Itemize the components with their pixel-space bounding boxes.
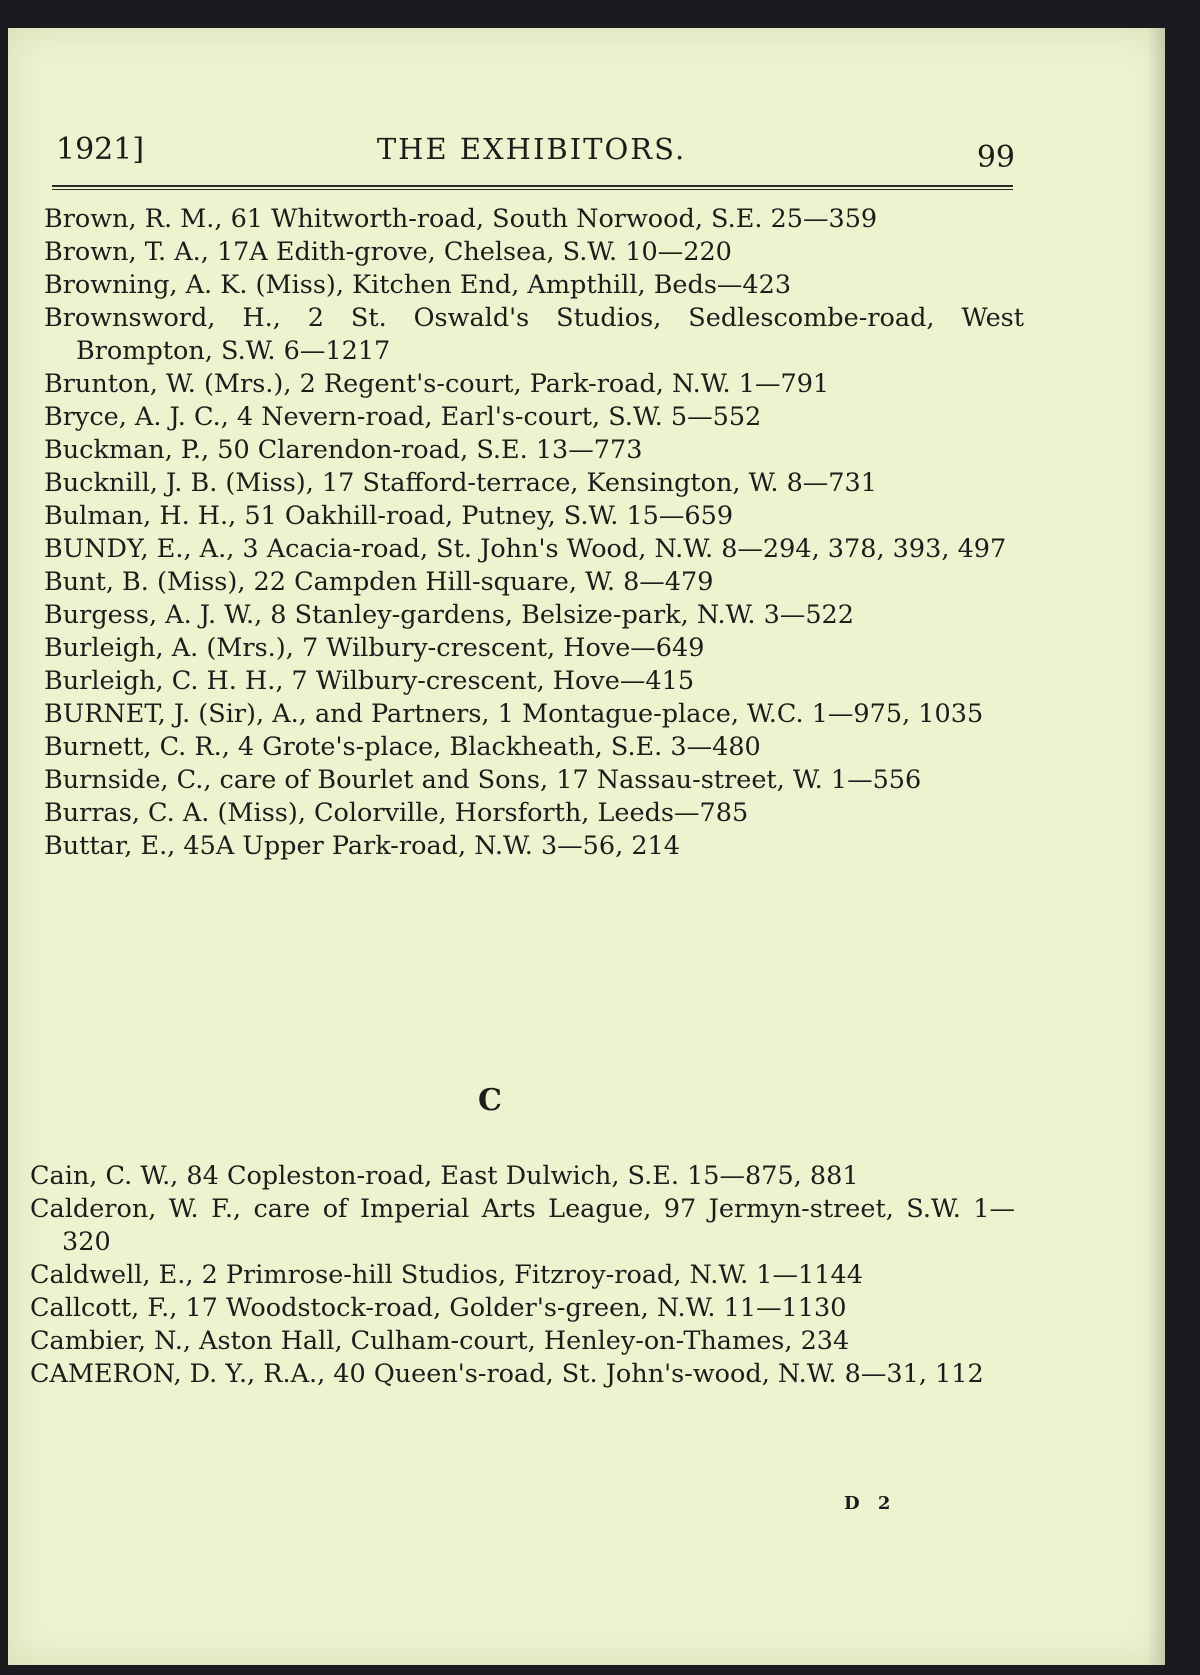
exhibitor-list-c (30, 1160, 1015, 1391)
exhibitor-entry: Brunton, W. (Mrs.), 2 Regent's-court, Park-road, N.W. 1—791 (44, 369, 830, 399)
section-heading: C (478, 1083, 502, 1118)
exhibitor-entry: Buttar, E., 45A Upper Park-road, N.W. 3—56, 214 (44, 831, 680, 861)
running-header (48, 106, 1015, 176)
page-edge-shadow (1147, 28, 1165, 1665)
exhibitor-entry: Bucknill, J. B. (Miss), 17 Stafford-terrace, Kensington, W. 8—731 (44, 468, 877, 498)
exhibitor-entry: Cambier, N., Aston Hall, Culham-court, Henley-on-Thames, 234 (30, 1326, 850, 1356)
book-page (8, 28, 1165, 1665)
exhibitor-entry: Caldwell, E., 2 Primrose-hill Studios, Fitzroy-road, N.W. 1—1144 (30, 1260, 863, 1290)
exhibitor-entry: BUNDY, E., A., 3 Acacia-road, St. John's Wood, N.W. 8—294, 378, 393, 497 (44, 534, 1007, 564)
exhibitor-entry: Callcott, F., 17 Woodstock-road, Golder's-green, N.W. 11—1130 (30, 1293, 847, 1323)
exhibitor-entry: Brown, T. A., 17A Edith-grove, Chelsea, S.W. 10—220 (44, 237, 732, 267)
exhibitor-entry: Burleigh, A. (Mrs.), 7 Wilbury-crescent, Hove—649 (44, 633, 705, 663)
exhibitor-entry: Burnett, C. R., 4 Grote's-place, Blackheath, S.E. 3—480 (44, 732, 761, 762)
exhibitor-entry: Burleigh, C. H. H., 7 Wilbury-crescent, Hove—415 (44, 666, 695, 696)
exhibitor-entry: CAMERON, D. Y., R.A., 40 Queen's-road, St. John's-wood, N.W. 8—31, 112 (30, 1359, 984, 1389)
exhibitor-list-b (44, 203, 1024, 863)
exhibitor-entry: Bryce, A. J. C., 4 Nevern-road, Earl's-court, S.W. 5—552 (44, 402, 762, 432)
page-number: 99 (976, 140, 1015, 175)
exhibitor-entry: Buckman, P., 50 Clarendon-road, S.E. 13—773 (44, 435, 643, 465)
exhibitor-entry: Bulman, H. H., 51 Oakhill-road, Putney, S.W. 15—659 (44, 501, 734, 531)
exhibitor-entry: Calderon, W. F., care of Imperial Arts League, 97 Jermyn-street, S.W. 1—320 (30, 1194, 1015, 1257)
exhibitor-entry: Cain, C. W., 84 Copleston-road, East Dulwich, S.E. 15—875, 881 (30, 1161, 859, 1191)
page-title: THE EXHIBITORS. (376, 132, 687, 166)
signature-mark: D 2 (844, 1493, 897, 1514)
exhibitor-entry: Burras, C. A. (Miss), Colorville, Horsforth, Leeds—785 (44, 798, 749, 828)
header-year: 1921] (56, 132, 145, 167)
exhibitor-entry: Browning, A. K. (Miss), Kitchen End, Ampthill, Beds—423 (44, 270, 792, 300)
exhibitor-entry: Bunt, B. (Miss), 22 Campden Hill-square, W. 8—479 (44, 567, 714, 597)
header-rule (52, 185, 1013, 190)
exhibitor-entry: Brownsword, H., 2 St. Oswald's Studios, Sedlescombe-road, West Brompton, S.W. 6—1217 (44, 303, 1024, 366)
exhibitor-entry: Brown, R. M., 61 Whitworth-road, South Norwood, S.E. 25—359 (44, 204, 878, 234)
exhibitor-entry: BURNET, J. (Sir), A., and Partners, 1 Montague-place, W.C. 1—975, 1035 (44, 699, 984, 729)
exhibitor-entry: Burgess, A. J. W., 8 Stanley-gardens, Belsize-park, N.W. 3—522 (44, 600, 854, 630)
exhibitor-entry: Burnside, C., care of Bourlet and Sons, 17 Nassau-street, W. 1—556 (44, 765, 922, 795)
